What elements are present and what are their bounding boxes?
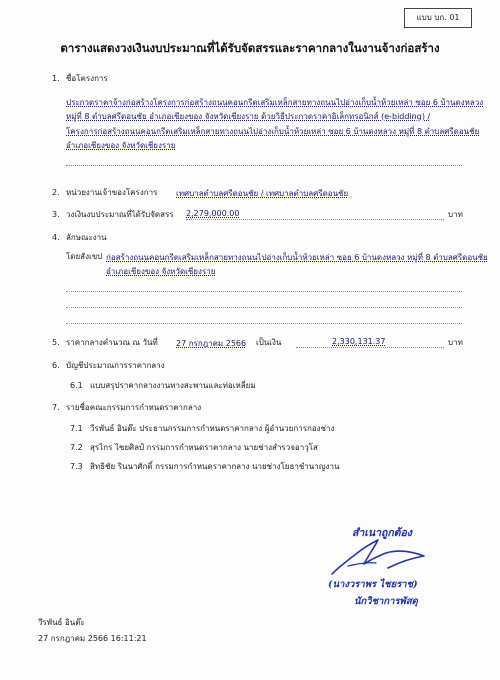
- footer-name: วีรพันธ์ อินต๊ะ: [38, 618, 85, 627]
- signatory-position: นักวิชาการพัสดุ: [354, 596, 418, 607]
- section-4-number: 4.: [52, 233, 60, 242]
- section-3-label: วงเงินงบประมาณที่ได้รับจัดสรร: [66, 210, 174, 219]
- section-4-blank-line-3: [66, 323, 462, 324]
- signature-scribble-icon: [326, 536, 436, 580]
- form-code-box: [404, 8, 472, 28]
- form-code: แบบ บก. 01: [416, 13, 460, 22]
- footer-datetime: 27 กรกฎาคม 2566 16:11:21: [38, 634, 147, 643]
- committee-member-2: สุรไกร ไชยศิลป์ กรรมการกำหนดราคากลาง นายช่างสำรวจอาวุโส: [90, 443, 318, 452]
- section-1-line-3: โครงการก่อสร้างถนนคอนกรีตเสริมเหล็กสายทางถนนไปอ่างเก็บน้ำห้วยเหล่า ซอย 6 บ้านดงหลวง หมู่ที่ 8 ตำบลศรีดอนชัย: [66, 127, 480, 136]
- section-7-number: 7.: [52, 403, 60, 412]
- section-3-value: 2,279,000.00: [186, 209, 240, 218]
- committee-member-2-number: 7.2: [70, 443, 83, 452]
- section-5-value: 2,330,131.37: [332, 337, 386, 346]
- section-6-number: 6.: [52, 361, 60, 370]
- section-6-item-number: 6.1: [70, 381, 83, 390]
- section-5-fill-line: [296, 347, 444, 348]
- section-1-blank-line: [66, 165, 462, 166]
- section-4-prefix: โดยสังเขป: [66, 252, 103, 261]
- committee-member-3-number: 7.3: [70, 462, 83, 471]
- section-3-unit: บาท: [448, 210, 463, 219]
- section-3-fill-line: [186, 219, 444, 220]
- section-5-number: 5.: [52, 338, 60, 347]
- section-5-label: ราคากลางคำนวณ ณ วันที่: [66, 338, 158, 347]
- section-5-mid-label: เป็นเงิน: [256, 338, 282, 347]
- section-4-label: ลักษณะงาน: [66, 233, 107, 242]
- section-4-line-2: อำเภอเชียงของ จังหวัดเชียงราย: [106, 267, 216, 276]
- committee-member-1: วีรพันธ์ อินต๊ะ ประธานกรรมการกำหนดราคากลาง ผู้อำนวยการกองช่าง: [90, 424, 335, 433]
- section-3-number: 3.: [52, 210, 60, 219]
- committee-member-1-number: 7.1: [70, 424, 83, 433]
- section-6-item-text: แบบสรุปราคากลางงานทางสะพานและท่อเหลี่ยม: [90, 381, 256, 390]
- section-1-label: ชื่อโครงการ: [66, 74, 108, 83]
- section-2-number: 2.: [52, 188, 60, 197]
- page-title: ตารางแสดงวงเงินงบประมาณที่ได้รับจัดสรรและราคากลางในงานจ้างก่อสร้าง: [60, 41, 440, 55]
- section-2-value: เทศบาลตำบลศรีดอนชัย / เทศบาลตำบลศรีดอนชัย: [176, 189, 349, 198]
- section-2-label: หน่วยงานเจ้าของโครงการ: [66, 188, 158, 197]
- section-1-line-1: ประกวดราคาจ้างก่อสร้างโครงการก่อสร้างถนนคอนกรีตเสริมเหล็กสายทางถนนไปอ่างเก็บน้ำห้วยเหล่า ซอย 6 บ้านดงหลวง: [66, 98, 484, 107]
- certified-copy-stamp: สำเนาถูกต้อง: [352, 527, 412, 539]
- section-5-date: 27 กรกฎาคม 2566: [176, 339, 247, 348]
- section-4-blank-line-1: [66, 291, 462, 292]
- section-1-line-4: อำเภอเชียงของ จังหวัดเชียงราย: [66, 141, 176, 150]
- committee-member-3: สิทธิชัย รินนาศักดิ์ กรรมการกำหนดราคากลาง นายช่างโยธาชำนาญงาน: [90, 462, 340, 471]
- section-4-blank-line-2: [66, 307, 462, 308]
- section-4-line-1: ก่อสร้างถนนคอนกรีตเสริมเหล็กสายทางถนนไปอ่างเก็บน้ำห้วยเหล่า ซอย 6 บ้านดงหลวง หมู่ที่ 8 ตำบลศรีดอนชัย: [106, 253, 488, 262]
- section-6-label: บัญชีประมาณการราคากลาง: [66, 361, 165, 370]
- section-1-number: 1.: [52, 74, 60, 83]
- section-5-unit: บาท: [448, 338, 463, 347]
- signatory-name: (นางวราพร ไชยราช): [328, 579, 418, 590]
- section-7-label: รายชื่อคณะกรรมการกำหนดราคากลาง: [66, 403, 202, 412]
- section-1-line-2: หมู่ที่ 8 ตำบลศรีดอนชัย อำเภอเชียงของ จังหวัดเชียงราย ด้วยวิธีประกวดราคาอิเล็กทรอนิกส์ (e-bidding) /: [66, 112, 431, 121]
